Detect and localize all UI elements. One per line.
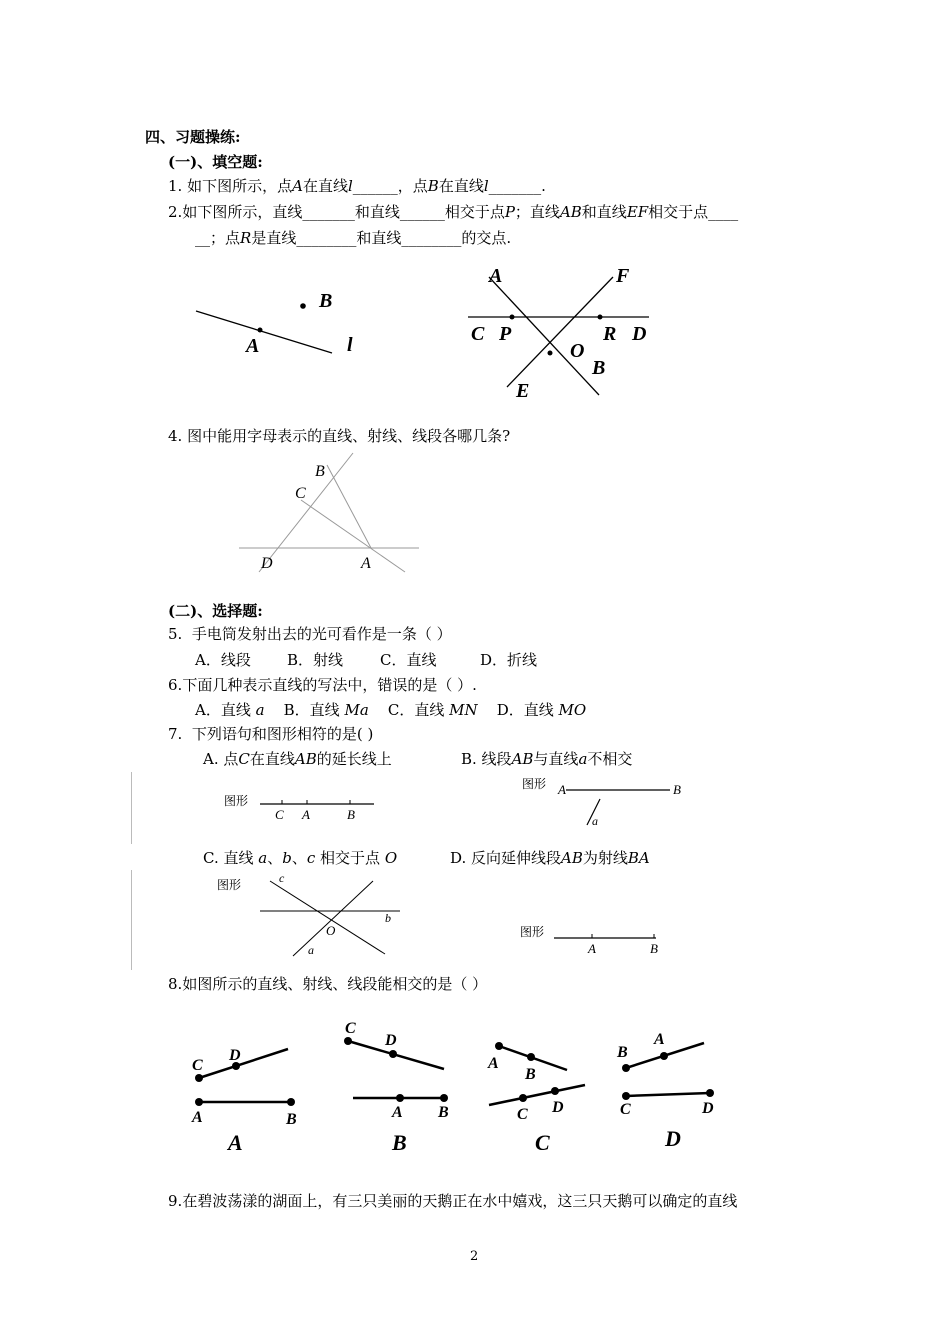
svg-text:B: B: [392, 1130, 407, 1155]
svg-text:图形: 图形: [217, 878, 242, 892]
q5-option-d: D．折线: [480, 651, 538, 669]
label-b: B: [319, 290, 333, 312]
svg-text:D: D: [702, 1100, 714, 1117]
q5-option-b: B．射线: [287, 651, 344, 669]
choice-heading: (二)、选择题:: [168, 602, 263, 620]
question-5: 5. 手电筒发射出去的光可看作是一条（ ）: [168, 625, 452, 643]
svg-text:A: A: [489, 265, 503, 287]
q7-figure-c: [215, 872, 405, 962]
svg-text:图形: 图形: [520, 925, 545, 939]
question-4: 4. 图中能用字母表示的直线、射线、线段各哪几条?: [168, 427, 511, 445]
svg-text:C: C: [620, 1101, 631, 1118]
svg-text:C: C: [192, 1057, 203, 1074]
question-6: 6.下面几种表示直线的写法中，错误的是（ ）.: [168, 676, 477, 694]
point-b: [300, 303, 306, 309]
svg-text:C: C: [275, 807, 284, 822]
label-l: l: [347, 334, 353, 356]
svg-text:B: B: [438, 1104, 449, 1121]
svg-text:B: B: [315, 463, 325, 480]
svg-text:B: B: [347, 807, 355, 822]
svg-text:B: B: [286, 1111, 297, 1128]
question-2-line2: __；点R是直线________和直线________的交点.: [195, 229, 512, 247]
line-l: [196, 311, 332, 353]
fill-blank-heading: (一)、填空题:: [168, 153, 263, 171]
svg-text:A: A: [654, 1031, 665, 1048]
svg-text:D: D: [665, 1126, 681, 1151]
svg-text:A: A: [392, 1104, 403, 1121]
svg-text:C: C: [535, 1130, 550, 1155]
svg-text:D: D: [632, 323, 647, 345]
svg-text:图形: 图形: [224, 794, 249, 808]
q6-options: A．直线 a B．直线 Ma C．直线 MN D．直线 MO: [195, 701, 587, 719]
figure-point-line: [190, 285, 370, 365]
question-8: 8.如图所示的直线、射线、线段能相交的是（ ）: [168, 975, 488, 993]
figure-intersecting-lines: [465, 262, 665, 402]
svg-text:C: C: [295, 485, 306, 502]
q8-figure-d: [612, 1030, 732, 1155]
svg-text:D: D: [229, 1047, 241, 1064]
svg-text:R: R: [603, 323, 617, 345]
q5-option-c: C．直线: [380, 651, 437, 669]
svg-text:A: A: [192, 1109, 203, 1126]
margin-mark: [131, 772, 132, 844]
q5-option-a: A．线段: [195, 651, 251, 669]
svg-text:D: D: [552, 1099, 564, 1116]
svg-text:A: A: [488, 1055, 499, 1072]
svg-text:C: C: [517, 1106, 528, 1123]
q8-figure-a: [188, 1040, 318, 1160]
label-a: A: [246, 335, 260, 357]
question-1: 1. 如下图所示，点A在直线l______，点B在直线l_______.: [168, 177, 546, 195]
q7-option-d: D. 反向延伸线段AB为射线BA: [450, 849, 650, 867]
svg-text:A: A: [228, 1130, 243, 1155]
q7-figure-b: [520, 773, 690, 833]
question-7: 7. 下列语句和图形相符的是( ): [168, 725, 374, 743]
figure-triangle-lines: [235, 450, 425, 575]
svg-text:B: B: [617, 1044, 628, 1061]
svg-text:D: D: [261, 555, 273, 572]
svg-text:A: A: [588, 941, 596, 956]
question-2: 2.如下图所示，直线_______和直线______相交于点P；直线AB和直线EF相交于点____: [168, 203, 739, 221]
svg-text:b: b: [385, 911, 391, 925]
svg-text:B: B: [673, 782, 681, 797]
svg-text:F: F: [616, 265, 630, 287]
q7-option-b: B. 线段AB与直线a不相交: [461, 750, 633, 768]
q8-figure-b: [340, 1020, 470, 1160]
svg-text:A: A: [361, 555, 371, 572]
q7-figure-a: [222, 788, 382, 823]
svg-text:B: B: [650, 941, 658, 956]
question-9: 9.在碧波荡漾的湖面上，有三只美丽的天鹅正在水中嬉戏，这三只天鹅可以确定的直线: [168, 1192, 738, 1210]
svg-text:P: P: [499, 323, 512, 345]
svg-text:A: A: [558, 782, 566, 797]
svg-text:C: C: [471, 323, 485, 345]
margin-mark: [131, 870, 132, 970]
q8-figure-c: [485, 1030, 595, 1160]
svg-text:a: a: [308, 943, 314, 957]
svg-text:B: B: [525, 1066, 536, 1083]
q7-figure-d: [518, 922, 678, 957]
svg-text:c: c: [279, 871, 285, 885]
q7-option-a: A. 点C在直线AB的延长线上: [203, 750, 392, 768]
svg-text:B: B: [592, 357, 606, 379]
point-a: [258, 328, 263, 333]
page-number: 2: [470, 1249, 479, 1264]
svg-text:E: E: [516, 380, 530, 402]
svg-text:A: A: [302, 807, 310, 822]
section-title: 四、习题操练:: [145, 128, 241, 146]
svg-text:O: O: [326, 923, 336, 938]
svg-text:图形: 图形: [522, 777, 547, 791]
q7-option-c: C. 直线 a、b、c 相交于点 O: [203, 849, 398, 867]
svg-text:D: D: [385, 1032, 397, 1049]
svg-text:a: a: [592, 814, 598, 828]
svg-text:O: O: [570, 340, 585, 362]
svg-text:C: C: [345, 1020, 356, 1037]
